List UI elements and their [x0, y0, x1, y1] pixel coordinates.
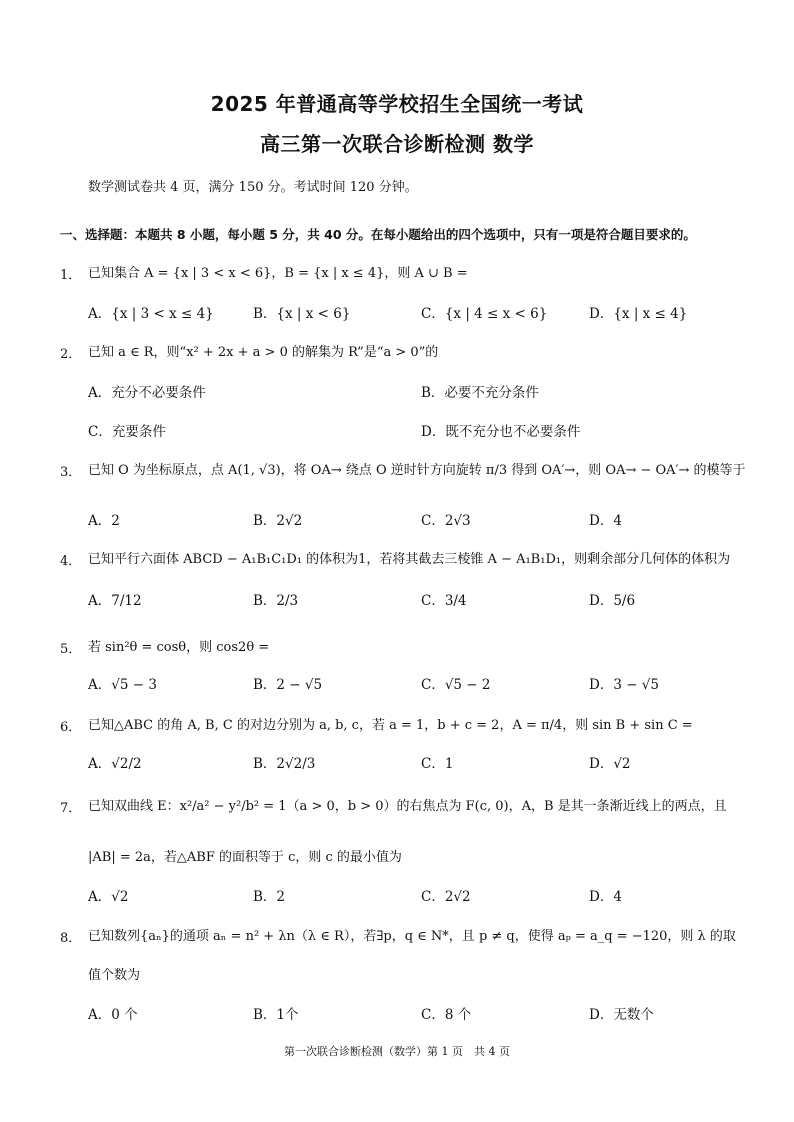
option-a: A．{x | 3 < x ≤ 4} [88, 306, 214, 322]
option-b: B．必要不充分条件 [421, 385, 539, 401]
option-d: D．3 − √5 [589, 677, 659, 693]
option-a: A．√5 − 3 [88, 677, 157, 693]
option-b: B．2 − √5 [253, 677, 323, 693]
option-a: A．7/12 [88, 593, 142, 609]
exam-intro: 数学测试卷共 4 页，满分 150 分。考试时间 120 分钟。 [88, 180, 418, 195]
option-c: C．8 个 [421, 1007, 472, 1023]
option-a: A．√2/2 [88, 756, 142, 772]
question-number: 5． [60, 642, 82, 657]
question-number: 3． [60, 465, 82, 480]
option-c: C．√5 − 2 [421, 677, 491, 693]
option-d: D．5/6 [589, 593, 636, 609]
option-d: D．既不充分也不必要条件 [421, 424, 581, 440]
option-d: D．4 [589, 513, 622, 529]
option-d: D．√2 [589, 756, 631, 772]
option-d: D．4 [589, 889, 622, 905]
option-c: C．充要条件 [88, 424, 166, 440]
question-number: 1． [60, 268, 82, 283]
question-stem: 已知集合 A = {x | 3 < x < 6}，B = {x | x ≤ 4}，则 A ∪ B = [88, 266, 468, 281]
option-b: B．2 [253, 889, 286, 905]
question-stem: 已知△ABC 的角 A, B, C 的对边分别为 a, b, c，若 a = 1，b + c = 2，A = π/4，则 sin B + sin C = [88, 718, 693, 733]
exam-title: 2025 年普通高等学校招生全国统一考试 [210, 92, 584, 116]
question-stem-continued: 值个数为 [88, 968, 141, 983]
option-a: A．0 个 [88, 1007, 138, 1023]
option-b: B．1个 [253, 1007, 299, 1023]
question-stem: 若 sin²θ = cosθ，则 cos2θ = [88, 640, 270, 655]
question-number: 8． [60, 931, 82, 946]
option-a: A．√2 [88, 889, 129, 905]
question-number: 4． [60, 554, 82, 569]
exam-subtitle: 高三第一次联合诊断检测 数学 [260, 132, 534, 156]
section-heading: 一、选择题：本题共 8 小题，每小题 5 分，共 40 分。在每小题给出的四个选项中，只有一项是符合题目要求的。 [60, 227, 696, 242]
option-c: C．3/4 [421, 593, 467, 609]
option-d: D．无数个 [589, 1007, 654, 1023]
option-b: B．2/3 [253, 593, 299, 609]
question-number: 6． [60, 720, 82, 735]
option-d: D．{x | x ≤ 4} [589, 306, 688, 322]
question-stem: 已知数列{aₙ}的通项 aₙ = n² + λn（λ ∈ R），若∃p，q ∈ N*，且 p ≠ q，使得 aₚ = a_q = −120，则 λ 的取 [88, 929, 736, 944]
option-a: A．充分不必要条件 [88, 385, 206, 401]
option-b: B．2√2/3 [253, 756, 316, 772]
option-a: A．2 [88, 513, 120, 529]
question-stem: 已知 O 为坐标原点，点 A(1, √3)，将 OA→ 绕点 O 逆时针方向旋转 π/3 得到 OA′→，则 OA→ − OA′→ 的模等于 [88, 463, 746, 478]
question-stem: 已知双曲线 E：x²/a² − y²/b² = 1（a > 0，b > 0）的右焦点为 F(c, 0)，A，B 是其一条渐近线上的两点，且 [88, 799, 727, 814]
option-c: C．2√3 [421, 513, 471, 529]
question-stem: 已知平行六面体 ABCD − A₁B₁C₁D₁ 的体积为1，若将其截去三棱锥 A − A₁B₁D₁，则剩余部分几何体的体积为 [88, 552, 731, 567]
page-footer: 第一次联合诊断检测（数学）第 1 页 共 4 页 [284, 1045, 510, 1058]
question-number: 7． [60, 801, 82, 816]
option-c: C．1 [421, 756, 454, 772]
option-b: B．{x | x < 6} [253, 306, 351, 322]
option-b: B．2√2 [253, 513, 303, 529]
option-c: C．2√2 [421, 889, 471, 905]
question-number: 2． [60, 347, 82, 362]
option-c: C．{x | 4 ≤ x < 6} [421, 306, 548, 322]
question-stem-continued: |AB| = 2a，若△ABF 的面积等于 c，则 c 的最小值为 [88, 850, 402, 865]
question-stem: 已知 a ∈ R，则“x² + 2x + a > 0 的解集为 R”是“a > 0”的 [88, 345, 439, 360]
